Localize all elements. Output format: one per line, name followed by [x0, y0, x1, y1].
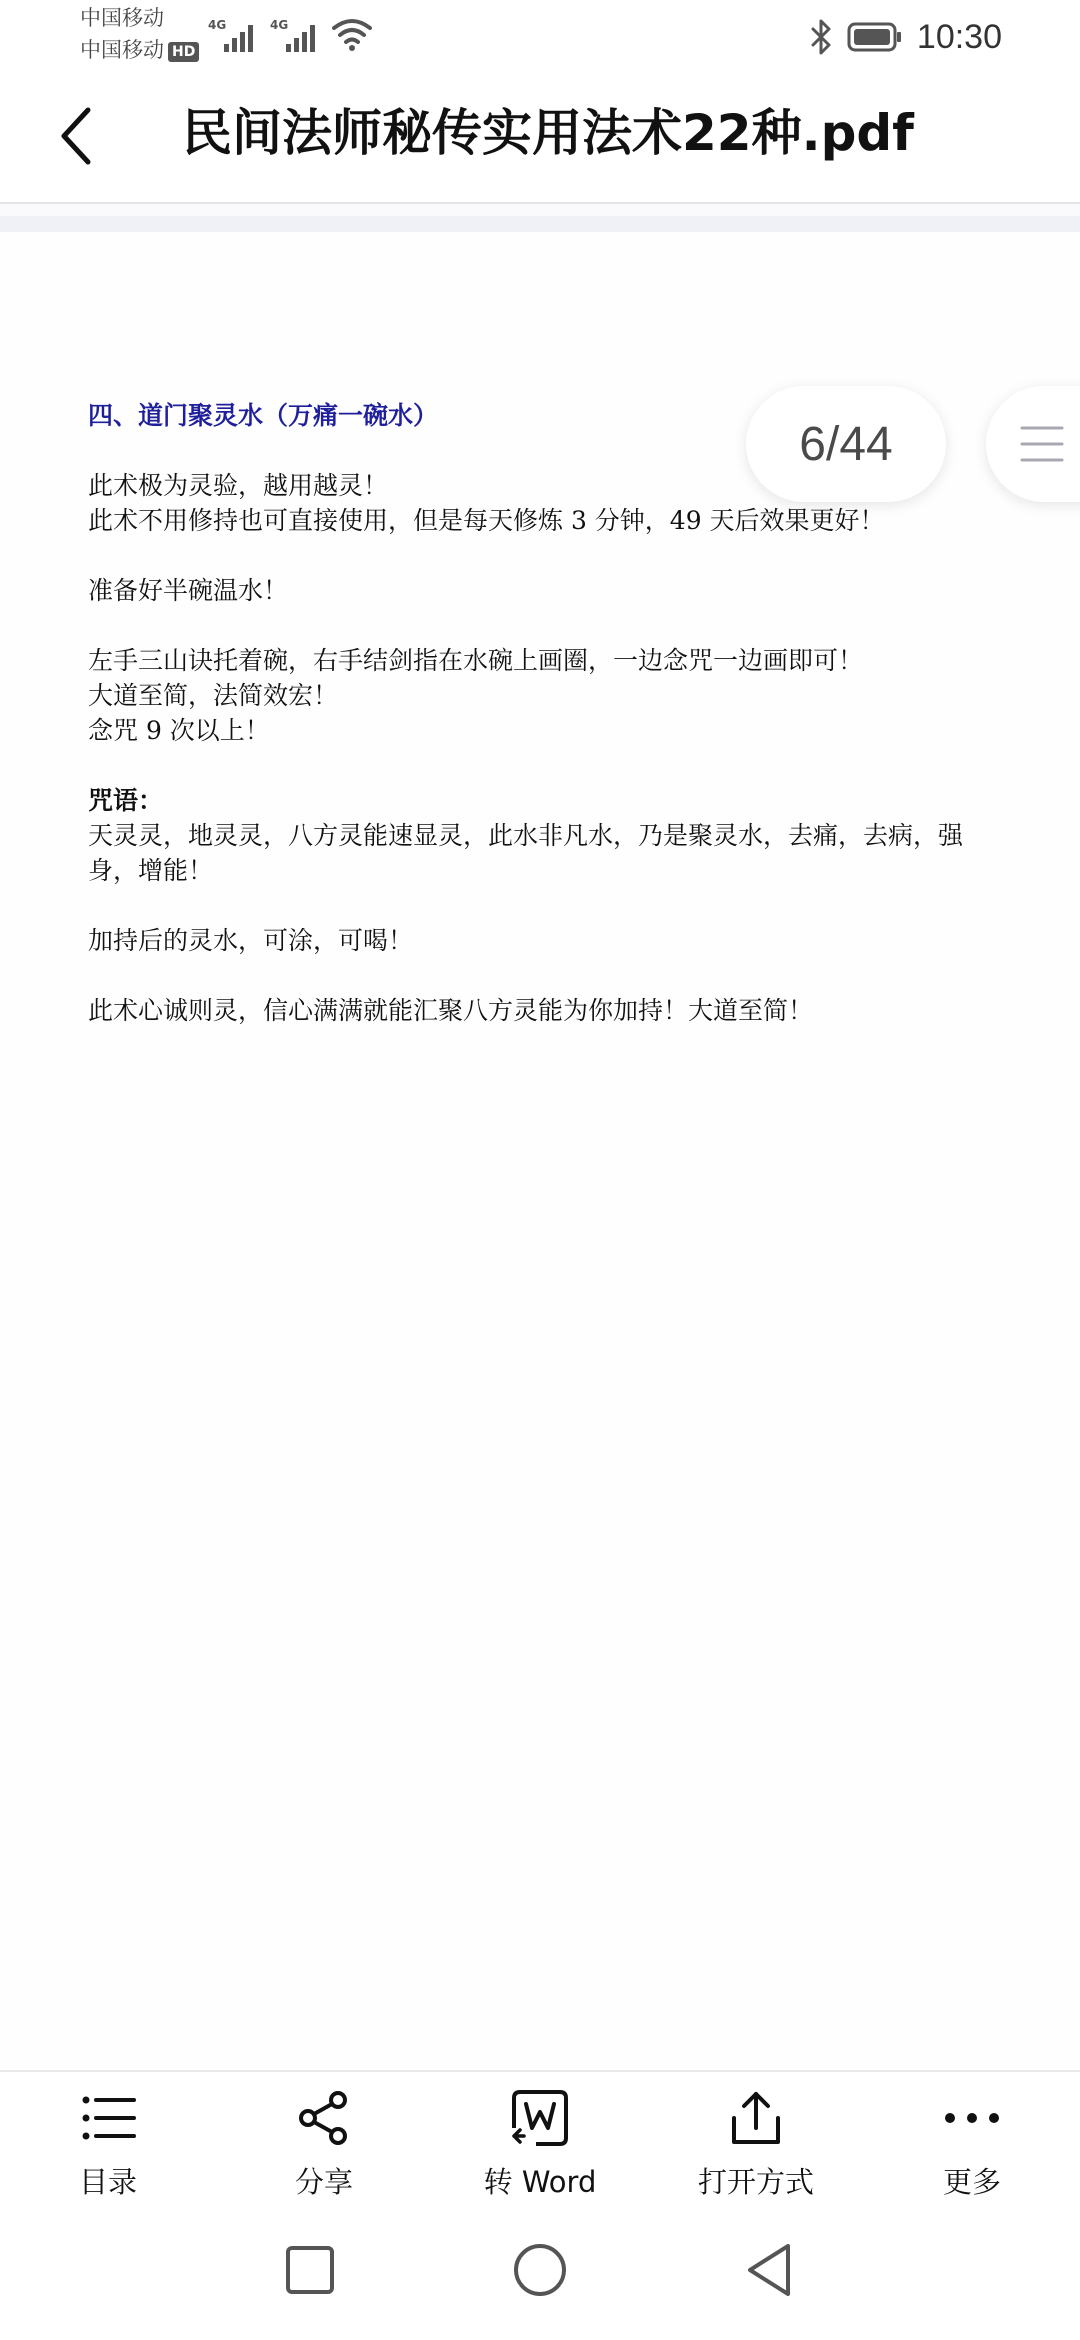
- recent-apps-icon[interactable]: [278, 2238, 342, 2302]
- share-icon: [294, 2088, 354, 2148]
- body-line: 此术极为灵验，越用越灵！: [88, 471, 389, 500]
- word-convert-icon: [510, 2088, 570, 2148]
- open-with-label: 打开方式: [697, 2165, 814, 2199]
- more-label: 更多: [942, 2165, 1001, 2199]
- system-nav-bar: [0, 2210, 1080, 2340]
- page-indicator: 6/44: [746, 386, 946, 502]
- carrier-label-2: [80, 38, 199, 62]
- status-clock: 10:30: [916, 17, 1002, 56]
- body-line: 此术不用修持也可直接使用，但是每天修炼 3 分钟，49 天后效果更好！: [88, 506, 885, 535]
- carrier-name-1: 中国移动: [80, 6, 164, 30]
- menu-lines-icon: [1020, 424, 1064, 464]
- hd-badge: HD: [168, 42, 199, 62]
- battery-icon: [847, 22, 903, 52]
- toc-label: 目录: [78, 2165, 137, 2199]
- bottom-toolbar: [0, 2070, 1080, 2212]
- more-icon: [942, 2088, 1002, 2148]
- body-line: 加持后的灵水，可涂，可喝！: [88, 926, 414, 955]
- body-line: 念咒 9 次以上！: [88, 716, 270, 745]
- home-icon[interactable]: [508, 2238, 572, 2302]
- network-type-1: 4G: [208, 18, 227, 32]
- open-with-button[interactable]: [656, 2088, 856, 2208]
- mantra-label: 咒语：: [88, 786, 164, 815]
- share-button[interactable]: [224, 2088, 424, 2208]
- list-icon: [78, 2088, 138, 2148]
- more-button[interactable]: [872, 2088, 1072, 2208]
- status-bar: [0, 0, 1080, 74]
- back-button[interactable]: [54, 104, 114, 168]
- mantra-line: 身，增能！: [88, 856, 214, 885]
- signal-icon-2: [270, 16, 322, 52]
- network-type-2: 4G: [270, 18, 289, 32]
- page-separator: [0, 216, 1080, 232]
- body-line: 大道至简，法简效宏！: [88, 681, 339, 710]
- body-line: 左手三山诀托着碗，右手结剑指在水碗上画圈，一边念咒一边画即可！: [88, 646, 864, 675]
- document-title: 民间法师秘传实用法术22种.pdf: [182, 104, 914, 162]
- back-triangle-icon[interactable]: [738, 2238, 802, 2302]
- status-right-group: [809, 12, 1002, 62]
- body-line: 此术心诚则灵，信心满满就能汇聚八方灵能为你加持！大道至简！: [88, 996, 814, 1025]
- convert-word-label: 转 Word: [483, 2165, 597, 2199]
- pdf-page[interactable]: [0, 232, 1080, 2070]
- carrier-name-2: 中国移动: [80, 38, 164, 62]
- section-heading: 四、道门聚灵水（万痛一碗水）: [88, 401, 439, 430]
- pdf-viewer[interactable]: [0, 204, 1080, 2070]
- carrier-label-1: [80, 6, 164, 30]
- open-with-icon: [726, 2088, 786, 2148]
- convert-word-button[interactable]: [440, 2088, 640, 2208]
- bluetooth-icon: [809, 19, 833, 55]
- signal-icon: [208, 16, 260, 52]
- mantra-line: 天灵灵，地灵灵，八方灵能速显灵，此水非凡水，乃是聚灵水，去痛，去病，强: [88, 821, 964, 850]
- toc-button[interactable]: [8, 2088, 208, 2208]
- app-header: [0, 74, 1080, 204]
- body-line: 准备好半碗温水！: [88, 576, 289, 605]
- wifi-icon: [330, 16, 374, 52]
- share-label: 分享: [294, 2165, 353, 2199]
- chevron-left-icon: [54, 104, 114, 168]
